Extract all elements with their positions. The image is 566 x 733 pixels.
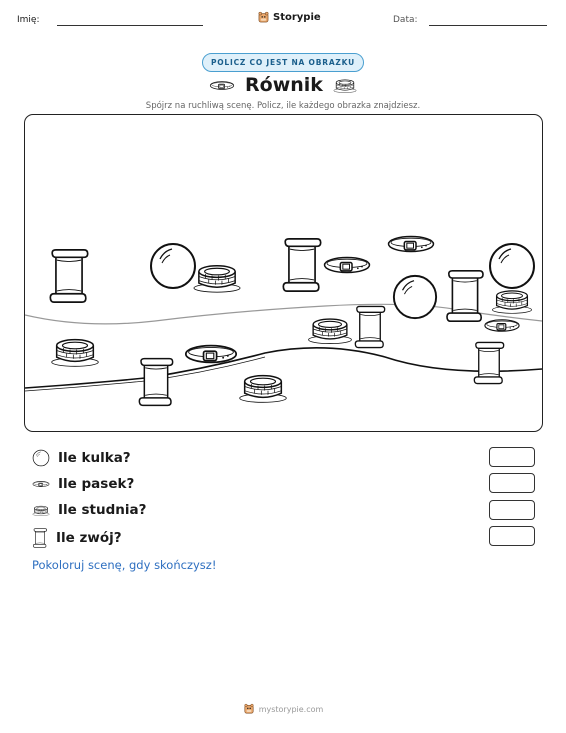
ball-icon [151,244,195,288]
well-icon [194,266,240,292]
scroll-icon [32,528,48,548]
scroll-icon [474,342,503,383]
brand-logo [257,11,321,24]
scroll-icon [447,271,483,321]
belt-icon [209,79,235,92]
belt-icon [186,346,236,363]
question-row [32,449,131,467]
belt-icon [32,479,50,489]
question-row [32,528,122,548]
brand-name: Storypie [273,12,321,23]
answer-box[interactable] [489,500,535,520]
question-text: Ile kulka? [58,450,131,466]
coloring-note: Pokoloruj scenę, gdy skończysz! [32,558,217,572]
mascot-icon [243,703,255,715]
belt-icon [325,258,370,273]
question-row [32,502,146,518]
ball-icon [32,449,50,467]
well-icon [32,503,50,517]
mascot-icon [257,11,270,24]
well-icon [52,340,99,367]
answer-box[interactable] [489,473,535,493]
name-label: Imię: [17,15,40,25]
belt-icon [389,237,434,252]
question-row [32,476,134,492]
date-field[interactable] [429,25,547,26]
answer-box[interactable] [489,447,535,467]
footer [243,703,324,715]
well-icon [240,376,287,403]
scroll-icon [139,359,172,406]
ball-icon [394,276,436,318]
scroll-icon [355,306,384,347]
scroll-icon [283,239,320,291]
question-text: Ile zwój? [56,530,122,546]
well-icon [309,319,352,344]
worksheet-type-badge: POLICZ CO JEST NA OBRAZKU [202,53,364,72]
footer-link[interactable]: mystorypie.com [258,704,324,714]
well-icon [492,291,531,313]
instructions: Spójrz na ruchliwą scenę. Policz, ile każdego obrazka znajdziesz. [145,101,421,111]
well-icon [333,76,357,94]
question-text: Ile studnia? [58,502,147,518]
name-field[interactable] [57,25,203,26]
belt-icon [485,320,519,331]
page-title: Równik [245,74,323,96]
scene-drawing [25,115,542,431]
date-label: Data: [393,15,418,25]
answer-box[interactable] [489,526,535,546]
ball-icon [490,244,534,288]
counting-scene [24,114,543,432]
scroll-icon [50,250,87,302]
question-text: Ile pasek? [58,476,135,492]
